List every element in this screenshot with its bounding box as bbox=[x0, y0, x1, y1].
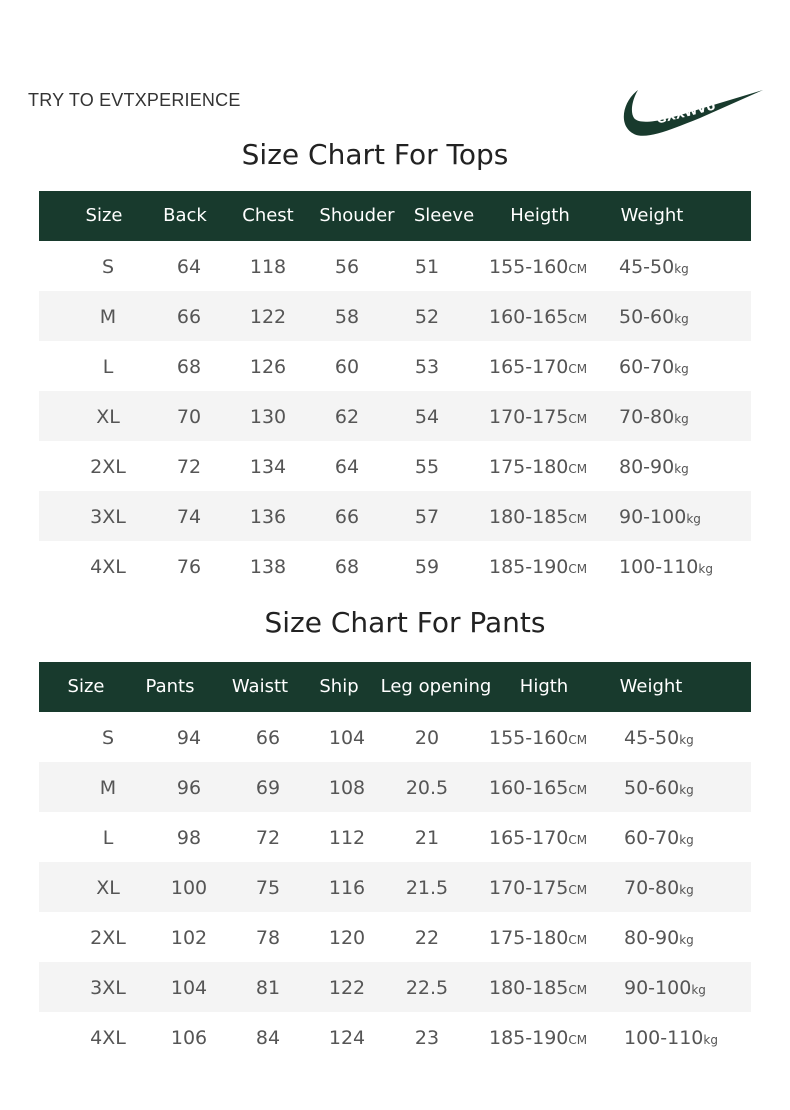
weight-unit: kg bbox=[674, 362, 689, 376]
tops-cell-shouder: 56 bbox=[334, 256, 360, 278]
tops-cell-shouder: 60 bbox=[334, 356, 360, 378]
tops-cell-weight: 60-70kg bbox=[619, 356, 689, 378]
pants-cell-higth: 185-190CM bbox=[489, 1027, 588, 1049]
tops-cell-size: S bbox=[101, 256, 115, 278]
tops-size-table bbox=[39, 191, 751, 591]
pants-cell-ship: 120 bbox=[328, 927, 366, 949]
pants-table-row bbox=[39, 1012, 751, 1062]
pants-cell-higth: 155-160CM bbox=[489, 727, 588, 749]
pants-cell-waistt: 84 bbox=[255, 1027, 281, 1049]
pants-cell-size: XL bbox=[96, 877, 120, 899]
pants-cell-weight: 100-110kg bbox=[624, 1027, 718, 1049]
tops-cell-shouder: 62 bbox=[334, 406, 360, 428]
tops-cell-size: L bbox=[102, 356, 114, 378]
pants-cell-weight: 80-90kg bbox=[624, 927, 694, 949]
pants-cell-ship: 124 bbox=[328, 1027, 366, 1049]
tops-header-shouder: Shouder bbox=[319, 205, 395, 226]
pants-cell-higth: 170-175CM bbox=[489, 877, 588, 899]
pants-cell-size: L bbox=[102, 827, 114, 849]
height-unit: CM bbox=[568, 883, 588, 897]
tagline: TRY TO EVTXPERIENCE bbox=[28, 90, 241, 110]
tops-cell-back: 72 bbox=[176, 456, 202, 478]
pants-cell-waistt: 81 bbox=[255, 977, 281, 999]
pants-table-row bbox=[39, 962, 751, 1012]
pants-cell-pants: 100 bbox=[170, 877, 208, 899]
pants-cell-size: 4XL bbox=[90, 1027, 126, 1049]
pants-cell-size: S bbox=[101, 727, 115, 749]
tops-cell-weight: 50-60kg bbox=[619, 306, 689, 328]
tops-cell-shouder: 68 bbox=[334, 556, 360, 578]
tops-cell-sleeve: 55 bbox=[414, 456, 440, 478]
pants-cell-pants: 98 bbox=[176, 827, 202, 849]
weight-unit: kg bbox=[691, 983, 706, 997]
tops-header-size: Size bbox=[85, 205, 123, 226]
tops-header-sleeve: Sleeve bbox=[413, 205, 475, 226]
tops-cell-chest: 118 bbox=[249, 256, 287, 278]
pants-cell-leg-opening: 20.5 bbox=[405, 777, 449, 799]
tops-cell-back: 74 bbox=[176, 506, 202, 528]
pants-cell-waistt: 78 bbox=[255, 927, 281, 949]
weight-unit: kg bbox=[674, 262, 689, 276]
tops-cell-sleeve: 54 bbox=[414, 406, 440, 428]
tops-cell-back: 76 bbox=[176, 556, 202, 578]
tops-header-heigth: Heigth bbox=[510, 205, 570, 226]
pants-cell-size: 3XL bbox=[90, 977, 126, 999]
height-unit: CM bbox=[568, 833, 588, 847]
tops-table-row bbox=[39, 341, 751, 391]
tops-cell-sleeve: 59 bbox=[414, 556, 440, 578]
tops-cell-back: 66 bbox=[176, 306, 202, 328]
pants-cell-leg-opening: 23 bbox=[414, 1027, 440, 1049]
tops-cell-chest: 122 bbox=[249, 306, 287, 328]
tops-cell-chest: 136 bbox=[249, 506, 287, 528]
pants-cell-leg-opening: 22 bbox=[414, 927, 440, 949]
pants-header-leg-opening: Leg opening bbox=[380, 676, 492, 697]
pants-cell-leg-opening: 20 bbox=[414, 727, 440, 749]
height-unit: CM bbox=[568, 983, 588, 997]
pants-cell-higth: 165-170CM bbox=[489, 827, 588, 849]
tops-cell-size: 4XL bbox=[90, 556, 126, 578]
pants-cell-ship: 108 bbox=[328, 777, 366, 799]
tops-cell-sleeve: 52 bbox=[414, 306, 440, 328]
weight-unit: kg bbox=[674, 412, 689, 426]
tops-header-back: Back bbox=[163, 205, 207, 226]
weight-unit: kg bbox=[686, 512, 701, 526]
tops-cell-heigth: 175-180CM bbox=[489, 456, 588, 478]
tops-table-row bbox=[39, 541, 751, 591]
pants-cell-leg-opening: 21.5 bbox=[405, 877, 449, 899]
tops-cell-sleeve: 57 bbox=[414, 506, 440, 528]
pants-cell-waistt: 66 bbox=[255, 727, 281, 749]
tops-cell-sleeve: 53 bbox=[414, 356, 440, 378]
tops-cell-shouder: 58 bbox=[334, 306, 360, 328]
tops-cell-back: 64 bbox=[176, 256, 202, 278]
tops-header-row bbox=[39, 191, 751, 241]
height-unit: CM bbox=[568, 1033, 588, 1047]
tops-table-row bbox=[39, 291, 751, 341]
tops-cell-heigth: 160-165CM bbox=[489, 306, 588, 328]
weight-unit: kg bbox=[679, 733, 694, 747]
height-unit: CM bbox=[568, 462, 588, 476]
height-unit: CM bbox=[568, 262, 588, 276]
tops-cell-weight: 80-90kg bbox=[619, 456, 689, 478]
pants-cell-waistt: 69 bbox=[255, 777, 281, 799]
weight-unit: kg bbox=[679, 883, 694, 897]
pants-table-row bbox=[39, 912, 751, 962]
pants-table-row bbox=[39, 812, 751, 862]
tops-cell-sleeve: 51 bbox=[414, 256, 440, 278]
tops-cell-heigth: 185-190CM bbox=[489, 556, 588, 578]
pants-table-row bbox=[39, 862, 751, 912]
tops-cell-heigth: 180-185CM bbox=[489, 506, 588, 528]
height-unit: CM bbox=[568, 562, 588, 576]
pants-header-higth: Higth bbox=[519, 676, 569, 697]
height-unit: CM bbox=[568, 733, 588, 747]
tops-cell-heigth: 155-160CM bbox=[489, 256, 588, 278]
height-unit: CM bbox=[568, 312, 588, 326]
weight-unit: kg bbox=[674, 312, 689, 326]
pants-cell-weight: 50-60kg bbox=[624, 777, 694, 799]
tops-table-row bbox=[39, 391, 751, 441]
pants-cell-higth: 160-165CM bbox=[489, 777, 588, 799]
tops-table-row bbox=[39, 441, 751, 491]
tops-cell-chest: 134 bbox=[249, 456, 287, 478]
pants-cell-pants: 104 bbox=[170, 977, 208, 999]
weight-unit: kg bbox=[674, 462, 689, 476]
tops-cell-chest: 130 bbox=[249, 406, 287, 428]
height-unit: CM bbox=[568, 783, 588, 797]
pants-header-ship: Ship bbox=[319, 676, 359, 697]
pants-cell-pants: 94 bbox=[176, 727, 202, 749]
pants-cell-ship: 112 bbox=[328, 827, 366, 849]
weight-unit: kg bbox=[679, 833, 694, 847]
pants-header-pants: Pants bbox=[145, 676, 195, 697]
tops-cell-weight: 70-80kg bbox=[619, 406, 689, 428]
pants-size-table bbox=[39, 662, 751, 1062]
tops-cell-size: M bbox=[99, 306, 117, 328]
tops-cell-back: 68 bbox=[176, 356, 202, 378]
tops-table-row bbox=[39, 241, 751, 291]
pants-cell-higth: 175-180CM bbox=[489, 927, 588, 949]
height-unit: CM bbox=[568, 412, 588, 426]
tops-table-row bbox=[39, 491, 751, 541]
height-unit: CM bbox=[568, 933, 588, 947]
pants-cell-size: M bbox=[99, 777, 117, 799]
logo-text: GXXWVU bbox=[655, 98, 718, 127]
pants-header-row bbox=[39, 662, 751, 712]
weight-unit: kg bbox=[703, 1033, 718, 1047]
tops-cell-size: XL bbox=[96, 406, 120, 428]
tops-cell-shouder: 66 bbox=[334, 506, 360, 528]
tops-cell-chest: 138 bbox=[249, 556, 287, 578]
tops-cell-size: 2XL bbox=[90, 456, 126, 478]
tops-cell-weight: 90-100kg bbox=[619, 506, 701, 528]
pants-header-size: Size bbox=[67, 676, 105, 697]
pants-cell-pants: 106 bbox=[170, 1027, 208, 1049]
pants-title: Size Chart For Pants bbox=[264, 606, 546, 639]
pants-cell-weight: 90-100kg bbox=[624, 977, 706, 999]
pants-cell-waistt: 72 bbox=[255, 827, 281, 849]
swoosh-logo-icon bbox=[620, 82, 765, 142]
pants-cell-size: 2XL bbox=[90, 927, 126, 949]
height-unit: CM bbox=[568, 512, 588, 526]
pants-table-row bbox=[39, 712, 751, 762]
pants-cell-ship: 104 bbox=[328, 727, 366, 749]
height-unit: CM bbox=[568, 362, 588, 376]
pants-header-waistt: Waistt bbox=[231, 676, 289, 697]
pants-cell-weight: 45-50kg bbox=[624, 727, 694, 749]
pants-cell-waistt: 75 bbox=[255, 877, 281, 899]
weight-unit: kg bbox=[698, 562, 713, 576]
tops-title: Size Chart For Tops bbox=[241, 138, 509, 171]
weight-unit: kg bbox=[679, 933, 694, 947]
tops-header-chest: Chest bbox=[242, 205, 294, 226]
tops-cell-size: 3XL bbox=[90, 506, 126, 528]
pants-cell-pants: 96 bbox=[176, 777, 202, 799]
pants-cell-weight: 70-80kg bbox=[624, 877, 694, 899]
tops-cell-chest: 126 bbox=[249, 356, 287, 378]
pants-cell-ship: 122 bbox=[328, 977, 366, 999]
weight-unit: kg bbox=[679, 783, 694, 797]
tops-cell-back: 70 bbox=[176, 406, 202, 428]
pants-cell-ship: 116 bbox=[328, 877, 366, 899]
pants-header-weight: Weight bbox=[619, 676, 683, 697]
tops-cell-weight: 100-110kg bbox=[619, 556, 713, 578]
tops-cell-heigth: 170-175CM bbox=[489, 406, 588, 428]
pants-cell-leg-opening: 22.5 bbox=[405, 977, 449, 999]
tops-cell-shouder: 64 bbox=[334, 456, 360, 478]
tops-cell-weight: 45-50kg bbox=[619, 256, 689, 278]
pants-cell-leg-opening: 21 bbox=[414, 827, 440, 849]
pants-cell-weight: 60-70kg bbox=[624, 827, 694, 849]
tops-cell-heigth: 165-170CM bbox=[489, 356, 588, 378]
pants-cell-pants: 102 bbox=[170, 927, 208, 949]
tops-header-weight: Weight bbox=[620, 205, 684, 226]
pants-cell-higth: 180-185CM bbox=[489, 977, 588, 999]
pants-table-row bbox=[39, 762, 751, 812]
